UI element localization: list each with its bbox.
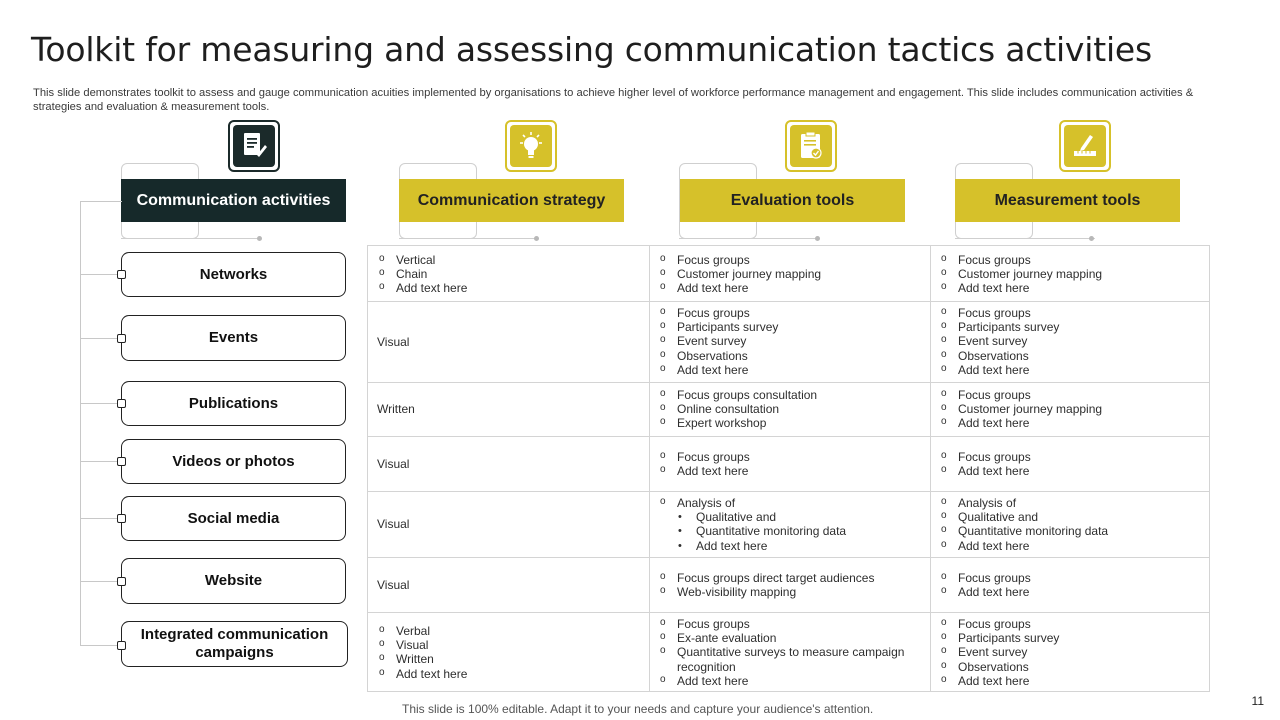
- table-cell-strategy: [377, 558, 642, 612]
- tab-underline: [121, 238, 261, 239]
- list-item: o Add text here: [658, 363, 923, 377]
- tab-underline: [679, 238, 819, 239]
- table-cell-measurement: [939, 253, 1204, 296]
- list-item: o Customer journey mapping: [939, 267, 1204, 281]
- list-item: o Observations: [939, 349, 1204, 363]
- tree-connector: [80, 645, 122, 646]
- connector-node: [117, 399, 126, 408]
- tab-dot: [1089, 236, 1094, 241]
- activity-networks: Networks: [121, 252, 346, 297]
- header-icon-box: [1059, 120, 1111, 172]
- strategy-text: Visual: [377, 517, 410, 532]
- list-item: o Participants survey: [658, 320, 923, 334]
- list-item: o Focus groups: [939, 388, 1204, 402]
- list-item: o Add text here: [939, 281, 1204, 295]
- tree-connector: [80, 581, 122, 582]
- row-divider: [368, 612, 1209, 613]
- tab-underline: [399, 238, 539, 239]
- table-cell-strategy: [377, 383, 642, 436]
- list-item: o Customer journey mapping: [658, 267, 923, 281]
- tab-dot: [257, 236, 262, 241]
- strategy-text: Visual: [377, 334, 410, 349]
- table-cell-measurement: [939, 388, 1204, 431]
- list-sub-item: • Qualitative and: [658, 510, 923, 524]
- list-item: o Add text here: [939, 464, 1204, 478]
- list-item: o Chain: [377, 267, 642, 281]
- page-number: 11: [1251, 694, 1264, 708]
- list-item: o Focus groups consultation: [658, 388, 923, 402]
- column-divider: [930, 246, 931, 691]
- header-icon-box: [785, 120, 837, 172]
- list-item: o Focus groups: [939, 617, 1204, 631]
- list-item: o Focus groups: [939, 450, 1204, 464]
- clipboard-check-icon: [798, 131, 824, 161]
- footer-note: This slide is 100% editable. Adapt it to your needs and capture your audience's attention.: [402, 702, 874, 716]
- list-item: o Customer journey mapping: [939, 402, 1204, 416]
- list-item: o Ex-ante evaluation: [658, 631, 923, 645]
- tree-connector: [80, 274, 122, 275]
- list-item: o Add text here: [939, 539, 1204, 553]
- list-item: o Quantitative monitoring data: [939, 524, 1204, 538]
- list-item: o Vertical: [377, 253, 642, 267]
- slide-title: Toolkit for measuring and assessing communication tactics activities: [31, 30, 1153, 69]
- connector-node: [117, 641, 126, 650]
- tree-connector: [80, 201, 122, 202]
- list-item: o Online consultation: [658, 402, 923, 416]
- activity-social-media: Social media: [121, 496, 346, 541]
- table-cell-strategy: [377, 302, 642, 382]
- header-communication-activities: Communication activities: [121, 179, 346, 222]
- strategy-text: Written: [377, 402, 415, 417]
- list-item: o Expert workshop: [658, 416, 923, 430]
- table-cell-evaluation: [658, 496, 923, 553]
- header-evaluation-tools: Evaluation tools: [680, 179, 905, 222]
- list-item: o Add text here: [377, 281, 642, 295]
- list-item: o Focus groups: [658, 450, 923, 464]
- list-item: o Focus groups: [658, 617, 923, 631]
- connector-node: [117, 457, 126, 466]
- list-item: o Event survey: [939, 645, 1204, 659]
- list-item: o Add text here: [939, 363, 1204, 377]
- list-item: o Analysis of: [658, 496, 923, 510]
- table-cell-evaluation: [658, 253, 923, 296]
- table-cell-evaluation: [658, 306, 923, 377]
- activity-videos-or-photos: Videos or photos: [121, 439, 346, 484]
- list-item: o Add text here: [939, 585, 1204, 599]
- table-cell-evaluation: [658, 617, 923, 688]
- list-item: o Analysis of: [939, 496, 1204, 510]
- list-item: o Add text here: [377, 667, 642, 681]
- tab-dot: [815, 236, 820, 241]
- list-item: o Participants survey: [939, 631, 1204, 645]
- ruler-pencil-icon: [1071, 132, 1099, 160]
- list-item: o Focus groups: [658, 306, 923, 320]
- table-cell-measurement: [939, 450, 1204, 478]
- table-cell-strategy: [377, 624, 642, 681]
- connector-node: [117, 270, 126, 279]
- header-communication-strategy: Communication strategy: [399, 179, 624, 222]
- list-item: o Add text here: [939, 674, 1204, 688]
- table-cell-strategy: [377, 492, 642, 557]
- connector-node: [117, 577, 126, 586]
- tree-connector: [80, 403, 122, 404]
- list-sub-item: • Quantitative monitoring data: [658, 524, 923, 538]
- table-cell-evaluation: [658, 571, 923, 599]
- list-item: o Quantitative surveys to measure campaign recognition: [658, 645, 923, 673]
- strategy-text: Visual: [377, 577, 410, 592]
- list-item: o Verbal: [377, 624, 642, 638]
- header-measurement-tools: Measurement tools: [955, 179, 1180, 222]
- list-item: o Focus groups: [658, 253, 923, 267]
- header-icon-box: [228, 120, 280, 172]
- list-item: o Add text here: [658, 674, 923, 688]
- table-cell-measurement: [939, 496, 1204, 553]
- list-item: o Add text here: [939, 416, 1204, 430]
- activity-website: Website: [121, 558, 346, 604]
- list-item: o Event survey: [939, 334, 1204, 348]
- lightbulb-icon: [517, 131, 545, 161]
- table-cell-measurement: [939, 306, 1204, 377]
- connector-node: [117, 334, 126, 343]
- list-item: o Observations: [939, 660, 1204, 674]
- tab-dot: [534, 236, 539, 241]
- list-item: o Web-visibility mapping: [658, 585, 923, 599]
- list-sub-item: • Add text here: [658, 539, 923, 553]
- list-item: o Focus groups: [939, 253, 1204, 267]
- table-cell-measurement: [939, 617, 1204, 688]
- connector-node: [117, 514, 126, 523]
- table-cell-strategy: [377, 437, 642, 491]
- tree-connector: [80, 338, 122, 339]
- list-item: o Focus groups direct target audiences: [658, 571, 923, 585]
- list-item: o Written: [377, 652, 642, 666]
- table-cell-evaluation: [658, 388, 923, 431]
- list-item: o Event survey: [658, 334, 923, 348]
- tab-underline: [955, 238, 1095, 239]
- column-divider: [649, 246, 650, 691]
- activity-publications: Publications: [121, 381, 346, 426]
- activity-events: Events: [121, 315, 346, 361]
- tree-connector: [80, 461, 122, 462]
- list-item: o Qualitative and: [939, 510, 1204, 524]
- document-pen-icon: [241, 131, 267, 161]
- tree-connector: [80, 518, 122, 519]
- activity-integrated-communication-campaigns: Integrated communication campaigns: [121, 621, 348, 667]
- table-cell-measurement: [939, 571, 1204, 599]
- strategy-text: Visual: [377, 456, 410, 471]
- header-icon-box: [505, 120, 557, 172]
- table-cell-evaluation: [658, 450, 923, 478]
- list-item: o Add text here: [658, 464, 923, 478]
- toolkit-table: [367, 245, 1210, 692]
- list-item: o Visual: [377, 638, 642, 652]
- list-item: o Observations: [658, 349, 923, 363]
- table-cell-strategy: [377, 253, 642, 296]
- list-item: o Focus groups: [939, 306, 1204, 320]
- list-item: o Focus groups: [939, 571, 1204, 585]
- tree-connector-vertical: [80, 201, 81, 646]
- list-item: o Participants survey: [939, 320, 1204, 334]
- slide-subtitle: This slide demonstrates toolkit to assess and gauge communication acuities implemented by organisations to achieve higher level of workforce performance management and engagement. This slide includes communication activities & strategies and evaluation & measurement tools.: [33, 87, 1194, 113]
- list-item: o Add text here: [658, 281, 923, 295]
